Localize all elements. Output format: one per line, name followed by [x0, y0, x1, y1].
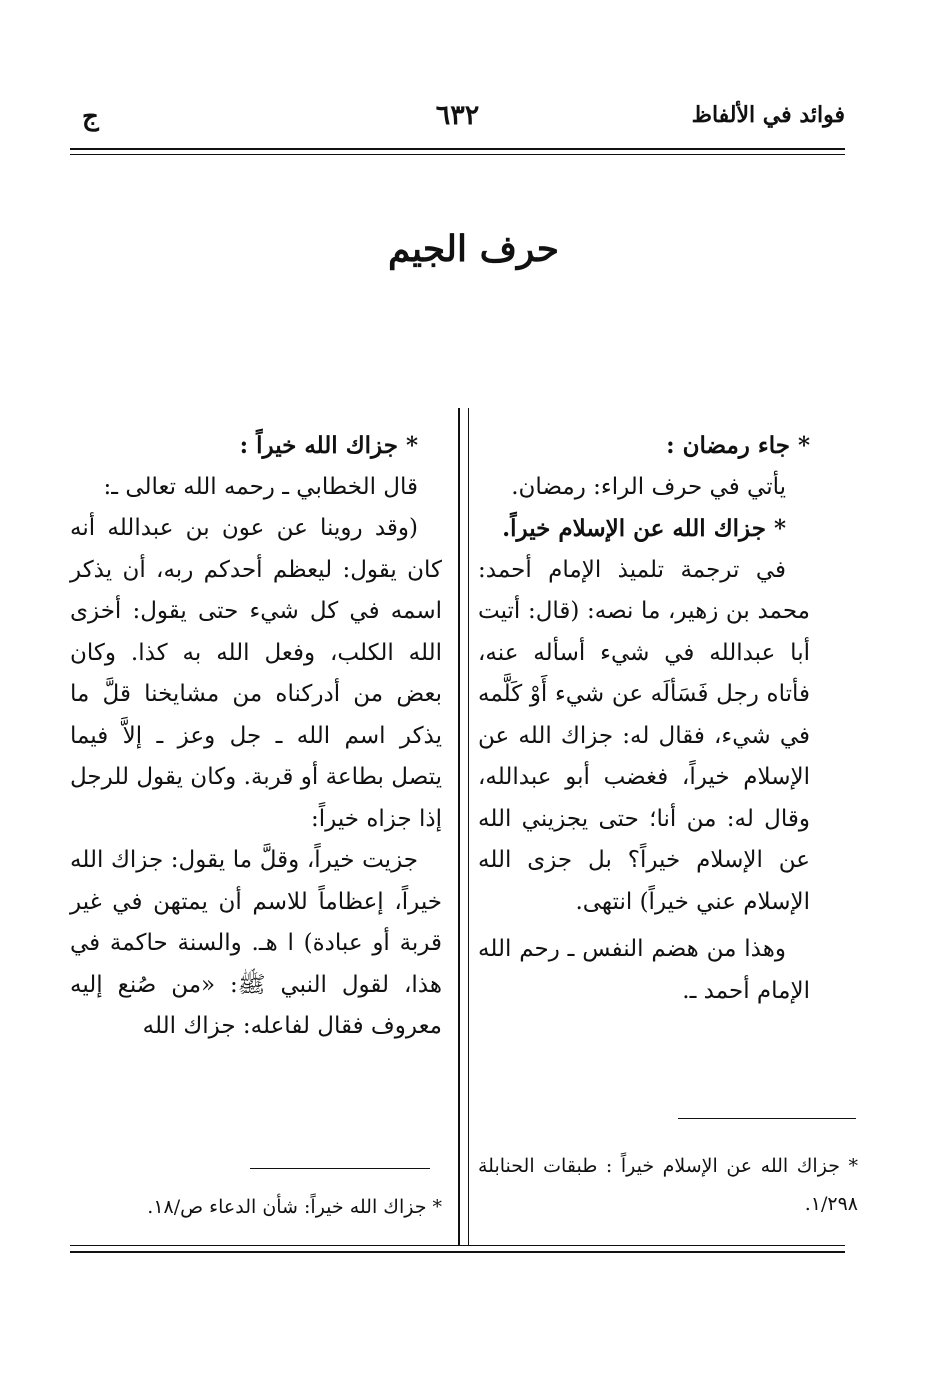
book-title: فوائد في الألفاظ	[691, 102, 845, 128]
entry-body: جزيت خيراً، وقلَّ ما يقول: جزاك الله خيراً، إعظاماً للاسم أن يمتهن في غير قربة أو عبادة) ا هـ. والسنة حاكمة في هذا، لقول النبي ﷺ: «من صُنع إليه معروف فقال لفاعله: جزاك الله	[70, 847, 442, 1039]
page-number: ٦٣٢	[435, 100, 480, 131]
entry-heading: * جاء رمضان :	[666, 432, 810, 459]
footer-rule-thin	[70, 1245, 845, 1246]
entry-heading: * جزاك الله خيراً :	[239, 432, 418, 459]
entry-body: يأتي في حرف الراء: رمضان.	[511, 473, 786, 500]
column-divider	[458, 408, 469, 1246]
chapter-title: حرف الجيم	[388, 228, 559, 270]
running-header	[70, 100, 845, 140]
footnote-rule	[678, 1118, 856, 1119]
footnote-rule	[250, 1168, 430, 1169]
chapter-letter: ج	[82, 102, 99, 132]
footer-rule	[70, 1251, 845, 1253]
footnote-left: * جزاك الله خيراً: شأن الدعاء ص/١٨.	[147, 1196, 442, 1218]
entry-intro: قال الخطابي ـ رحمه الله تعالى ـ:	[103, 473, 418, 500]
entry-body: (وقد روينا عن عون بن عبدالله أنه كان يقول: ليعظم أحدكم ربه، أن يذكر اسمه في كل شيء حتى يقول: أخزى الله الكلب، وفعل الله به كذا. وكان بعض من أدركناه من مشايخنا قلَّ ما يذكر اسم الله ـ جل وعز ـ إلاَّ فيما يتصل بطاعة أو قربة. وكان يقول للرجل إذا جزاه خيراً:	[70, 515, 442, 832]
footnote-right: * جزاك الله عن الإسلام خيراً : طبقات الحنابلة ١/٢٩٨.	[478, 1155, 858, 1215]
entry-closing: وهذا من هضم النفس ـ رحم الله الإمام أحمد ـ.	[478, 936, 810, 1004]
entry-body: في ترجمة تلميذ الإمام أحمد: محمد بن زهير، ما نصه: (قال: أتيت أبا عبدالله في شيء أسأله عنه، فأتاه رجل فَسَألَه عن شيء أَوْ كَلَّمه في شيء، فقال له: جزاك الله عن الإسلام خيراً، فغضب أبو عبدالله، وقال له: من أنا؛ حتى يجزيني الله عن الإسلام خيراً؟ بل جزى الله الإسلام عني خيراً) انتهى.	[478, 556, 810, 915]
entry-heading: * جزاك الله عن الإسلام خيراً.	[502, 515, 786, 542]
left-column	[70, 425, 442, 1048]
header-rule	[70, 148, 845, 150]
right-column	[478, 425, 810, 1012]
header-rule-thin	[70, 154, 845, 155]
